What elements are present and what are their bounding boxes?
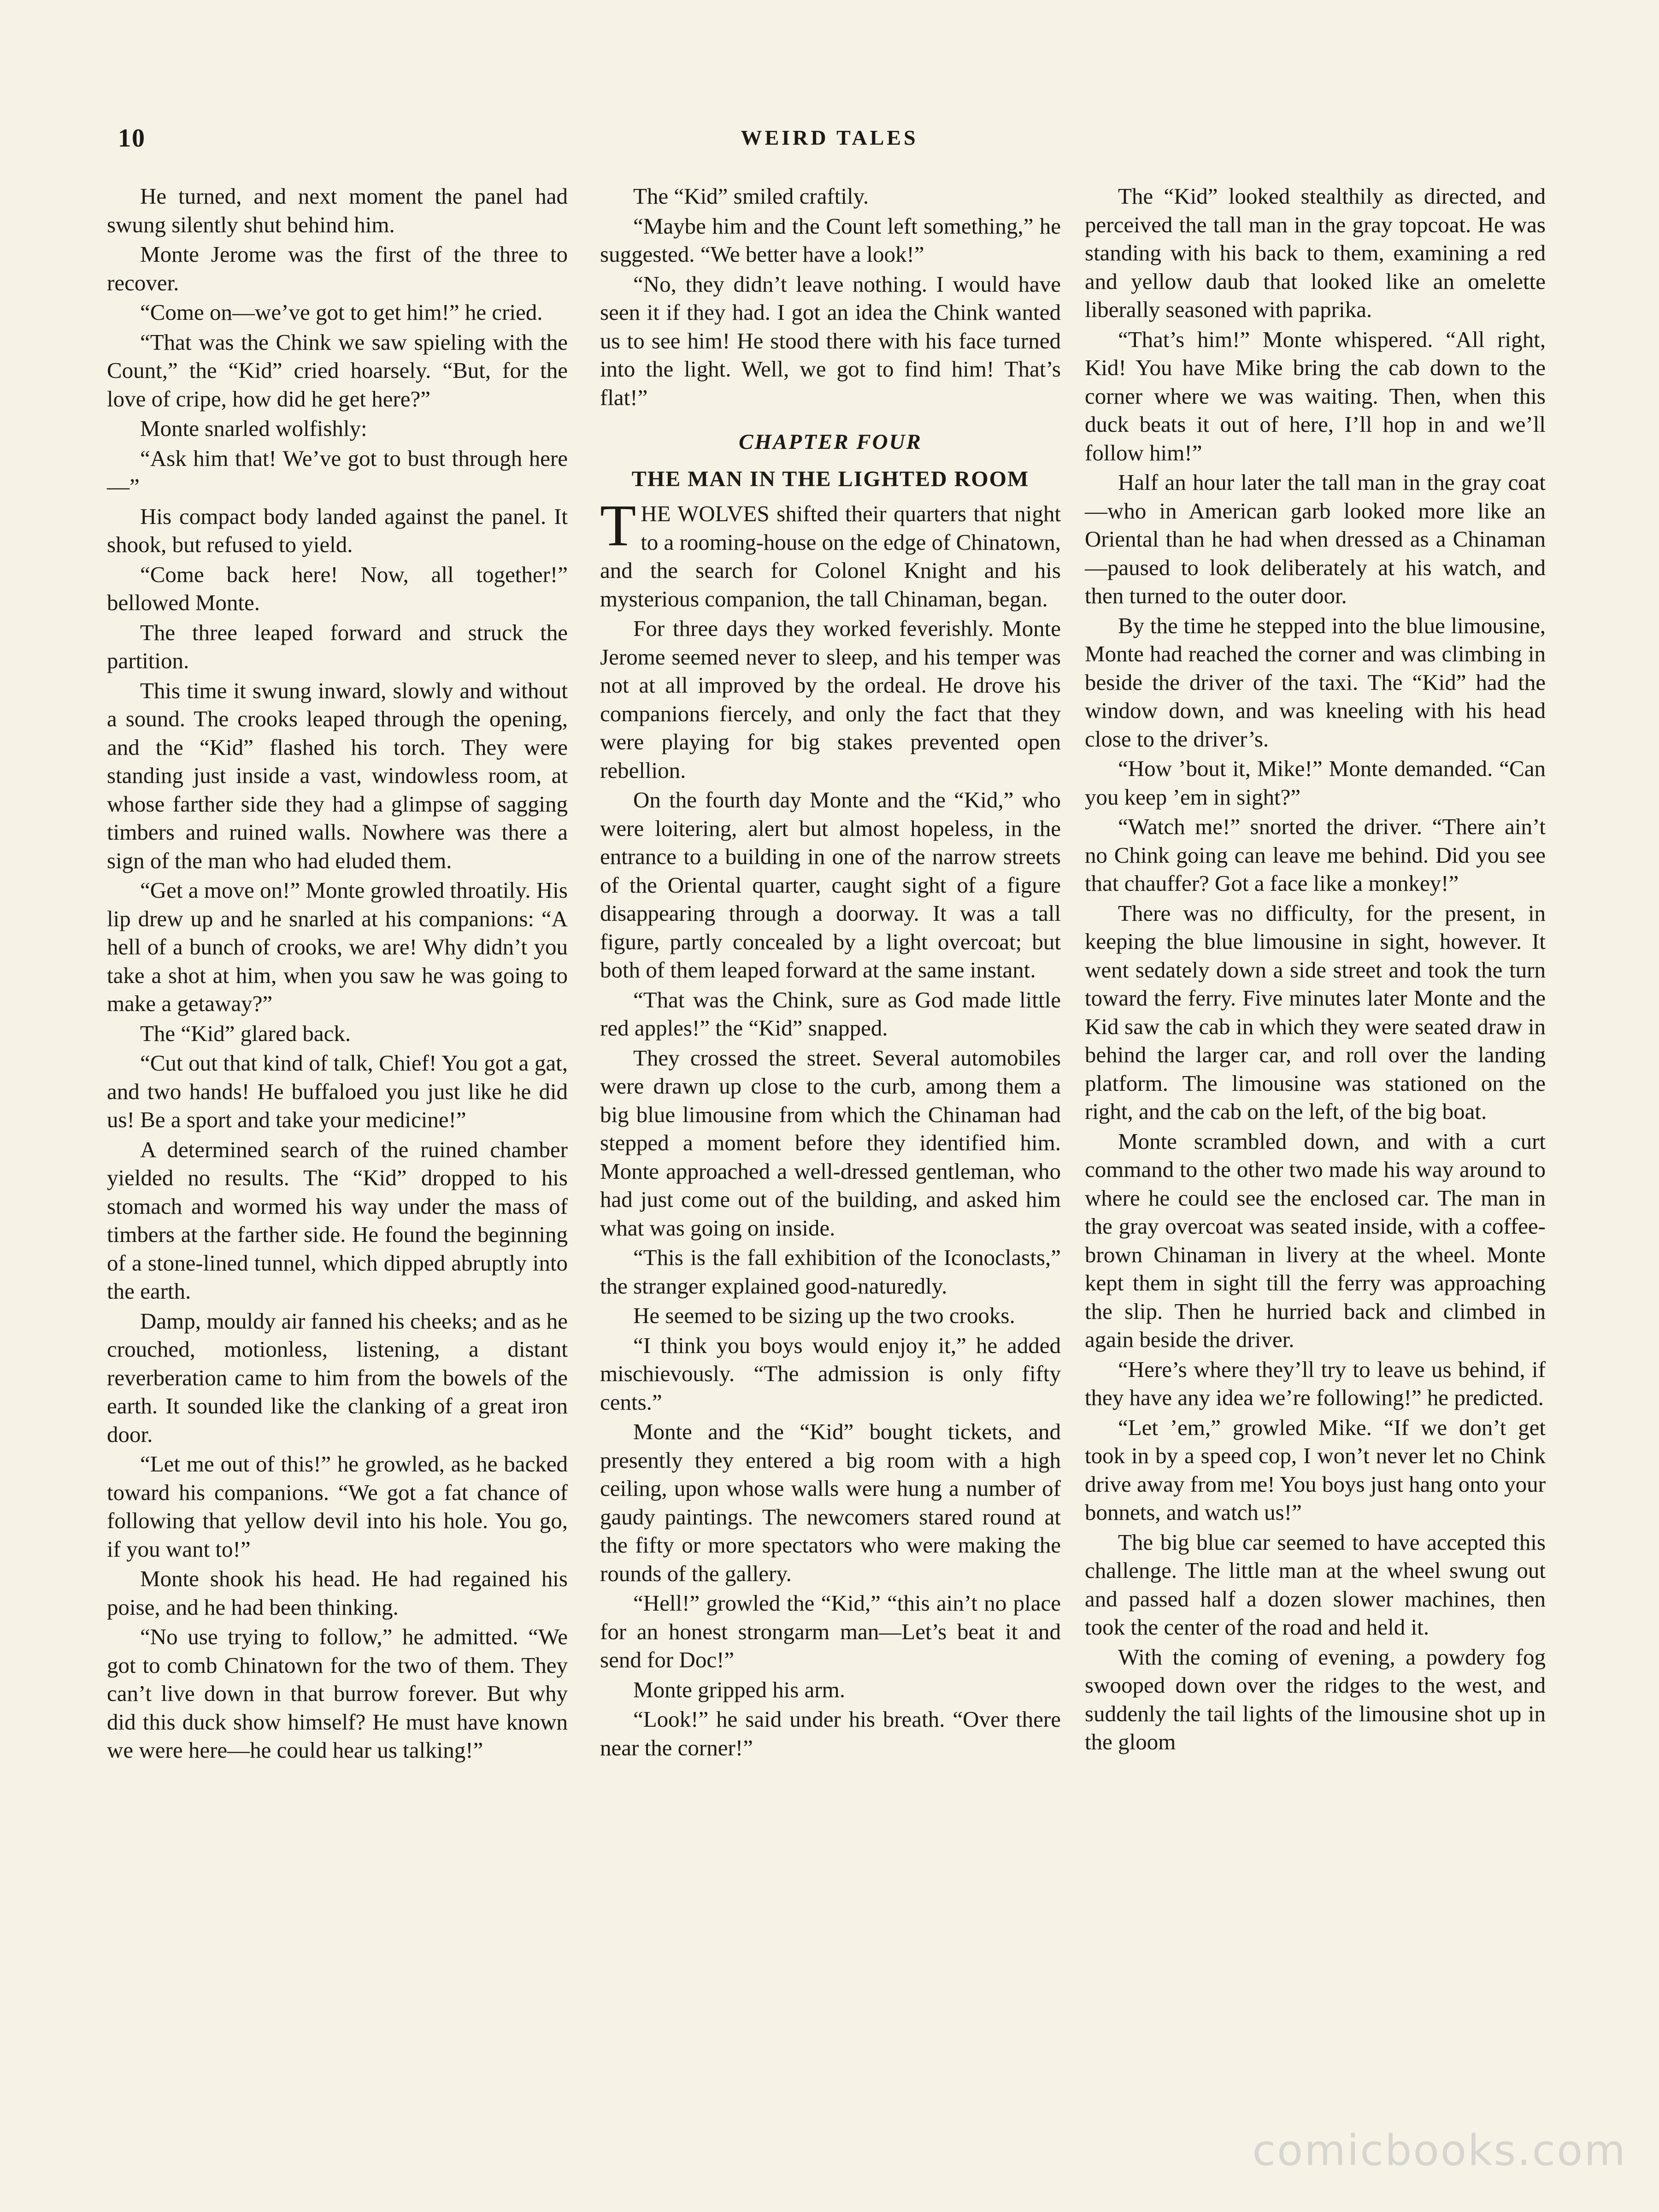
paragraph: “Look!” he said under his breath. “Over there near the corner!” [600, 1706, 1061, 1760]
watermark-logo: comicbooks.com [1252, 2126, 1627, 2175]
paragraph: “Let me out of this!” he growled, as he backed toward his companions. “We got a fat chance of following that yellow devil into his hole. You go, if you want to!” [107, 1451, 568, 1562]
paragraph: “Hell!” growled the “Kid,” “this ain’t no place for an honest strongarm man—Let’s beat it and send for Doc!” [600, 1590, 1061, 1672]
paragraph: There was no difficulty, for the present, in keeping the blue limousine in sight, however. It went sedately down a side street and took the turn toward the ferry. Five minutes later Monte and the Kid saw the cab in which they were seated draw in behind the larger car, and roll over the landing platform. The limousine was stationed on the right, and the cab on the left, of the big boat. [1085, 900, 1546, 1124]
text-column-2 [600, 182, 1061, 1763]
paragraph: “Let ’em,” growled Mike. “If we don’t get took in by a speed cop, I won’t never let no Chink drive away from me! You boys just hang onto your bonnets, and watch us!” [1085, 1414, 1546, 1525]
page-header [0, 124, 1659, 160]
paragraph: For three days they worked feverishly. Monte Jerome seemed never to sleep, and his temper was not at all improved by the ordeal. He drove his companions fiercely, and only the fact that they were playing for big stakes prevented open rebellion. [600, 616, 1061, 783]
chapter-subtitle: THE MAN IN THE LIGHTED ROOM [631, 466, 1030, 491]
paragraph: On the fourth day Monte and the “Kid,” who were loitering, alert but almost hopeless, in the entrance to a building in one of the narrow streets of the Oriental quarter, caught sight of a figure disappearing through a doorway. It was a tall figure, partly concealed by a light overcoat; but both of them leaped forward at the same instant. [600, 787, 1061, 982]
paragraph: Monte scrambled down, and with a curt command to the other two made his way around to where he could see the enclosed car. The man in the gray overcoat was seated inside, with a coffee-brown Chinaman in livery at the wheel. Monte kept them in sight till the ferry was approaching the slip. Then he hurried back and climbed in again beside the driver. [1085, 1128, 1546, 1352]
paragraph: “How ’bout it, Mike!” Monte demanded. “Can you keep ’em in sight?” [1085, 756, 1546, 810]
paragraph: “Watch me!” snorted the driver. “There ain’t no Chink going can leave me behind. Did you see that chauffer? Got a face like a monkey!” [1085, 814, 1546, 896]
paragraph: The big blue car seemed to have accepted this challenge. The little man at the wheel swung out and passed half a dozen slower machines, then took the center of the road and held it. [1085, 1529, 1546, 1640]
paragraph: “Maybe him and the Count left something,” he suggested. “We better have a look!” [600, 213, 1061, 267]
paragraph: “Come on—we’ve got to get him!” he cried. [140, 300, 543, 325]
paragraph: The “Kid” smiled craftily. [633, 183, 869, 209]
magazine-title: WEIRD TALES [741, 126, 918, 149]
paragraph: “That was the Chink we saw spieling with the Count,” the “Kid” cried hoarsely. “But, for the love of cripe, how did he get here?” [107, 329, 568, 412]
paragraph: They crossed the street. Several automobiles were drawn up close to the curb, among them a big blue limousine from which the Chinaman had stepped a moment before they identified him. Monte approached a well-dressed gentleman, who had just come out of the building, and asked him what was going on inside. [600, 1045, 1061, 1241]
paragraph: “I think you boys would enjoy it,” he added mischievously. “The admission is only fifty cents.” [600, 1332, 1061, 1415]
paragraph: A determined search of the ruined chamber yielded no results. The “Kid” dropped to his stomach and wormed his way under the mass of timbers at the farther side. He found the beginning of a stone-lined tunnel, which dipped abruptly into the earth. [107, 1136, 568, 1304]
paragraph: “Cut out that kind of talk, Chief! You got a gat, and two hands! He buffaloed you just like he did us! Be a sport and take your medicine!” [107, 1050, 568, 1132]
paragraph: Damp, mouldy air fanned his cheeks; and as he crouched, motionless, listening, a distant reverberation came to him from the bowels of the earth. It sounded like the clanking of a great iron door. [107, 1308, 568, 1447]
text-column-3 [1085, 182, 1546, 1758]
paragraph: The “Kid” looked stealthily as directed, and perceived the tall man in the gray topcoat. He was standing with his back to them, examining a red and yellow daub that looked like an omelette liberally seasoned with paprika. [1085, 183, 1546, 322]
paragraph: Monte shook his head. He had regained his poise, and he had been thinking. [107, 1566, 568, 1620]
text-column-1 [107, 182, 568, 1766]
paragraph: His compact body landed against the panel. It shook, but refused to yield. [107, 503, 568, 557]
paragraph: With the coming of evening, a powdery fog swooped down over the ridges to the west, and suddenly the tail lights of the limousine shot up in the gloom [1085, 1644, 1546, 1754]
paragraph: Half an hour later the tall man in the gray coat—who in American garb looked more like an Oriental than he had when dressed as a Chinaman—paused to look deliberately at his watch, and then turned to the outer door. [1085, 470, 1546, 608]
paragraph: The “Kid” glared back. [140, 1020, 351, 1046]
paragraph: “No, they didn’t leave nothing. I would have seen it if they had. I got an idea the Chink wanted us to see him! He stood there with his face turned into the light. Well, we got to find him! That’s flat!” [600, 271, 1061, 410]
paragraph: Monte snarled wolfishly: [140, 416, 367, 441]
paragraph: Monte Jerome was the first of the three to recover. [107, 241, 568, 295]
paragraph: He seemed to be sizing up the two crooks. [633, 1303, 1015, 1328]
paragraph: “Ask him that! We’ve got to bust through here—” [107, 445, 568, 499]
paragraph: This time it swung inward, slowly and without a sound. The crooks leaped through the opening, and the “Kid” flashed his torch. They were standing just inside a vast, windowless room, at whose farther side they had a glimpse of sagging timbers and ruined walls. Nowhere was there a sign of the man who had eluded them. [107, 677, 568, 873]
paragraph [600, 493, 1061, 613]
paragraph: Monte and the “Kid” bought tickets, and presently they entered a big room with a high ceiling, upon whose walls were hung a number of gaudy paintings. The newcomers stared round at the fifty or more spectators who were making the rounds of the gallery. [600, 1419, 1061, 1586]
paragraph: “That’s him!” Monte whispered. “All right, Kid! You have Mike bring the cab down to the corner where we was waiting. Then, when this duck beats it out of here, I’ll hop in and we’ll follow him!” [1085, 326, 1546, 465]
drop-cap: T [600, 493, 636, 558]
paragraph: The three leaped forward and struck the partition. [107, 619, 568, 673]
paragraph: “This is the fall exhibition of the Iconoclasts,” the stranger explained good-naturedly. [600, 1245, 1061, 1299]
paragraph: “Here’s where they’ll try to leave us behind, if they have any idea we’re following!” he predicted. [1085, 1356, 1546, 1410]
paragraph: Monte gripped his arm. [633, 1677, 845, 1702]
paragraph-text: HE WOLVES shifted their quarters that night to a rooming-house on the edge of Chinatown, and the search for Colonel Knight and his mysterious companion, the tall Chinaman, began. [600, 501, 1061, 612]
chapter-title: CHAPTER FOUR [739, 430, 922, 454]
page-number: 10 [118, 124, 146, 153]
paragraph: “No use trying to follow,” he admitted. “We got to comb Chinatown for the two of them. They can’t live down in that burrow forever. But why did this duck show himself? He must have known we were here—he could hear us talking!” [107, 1624, 568, 1763]
paragraph: By the time he stepped into the blue limousine, Monte had reached the corner and was climbing in beside the driver of the taxi. The “Kid” had the window down, and was kneeling with his head close to the driver’s. [1085, 612, 1546, 752]
paragraph: “That was the Chink, sure as God made little red apples!” the “Kid” snapped. [600, 987, 1061, 1041]
paragraph: He turned, and next moment the panel had swung silently shut behind him. [107, 183, 568, 237]
paragraph: “Come back here! Now, all together!” bellowed Monte. [107, 561, 568, 615]
paragraph: “Get a move on!” Monte growled throatily. His lip drew up and he snarled at his companions: “A hell of a bunch of crooks, we are! Why didn’t you take a shot at him, when you saw he was going to make a getaway?” [107, 877, 568, 1016]
